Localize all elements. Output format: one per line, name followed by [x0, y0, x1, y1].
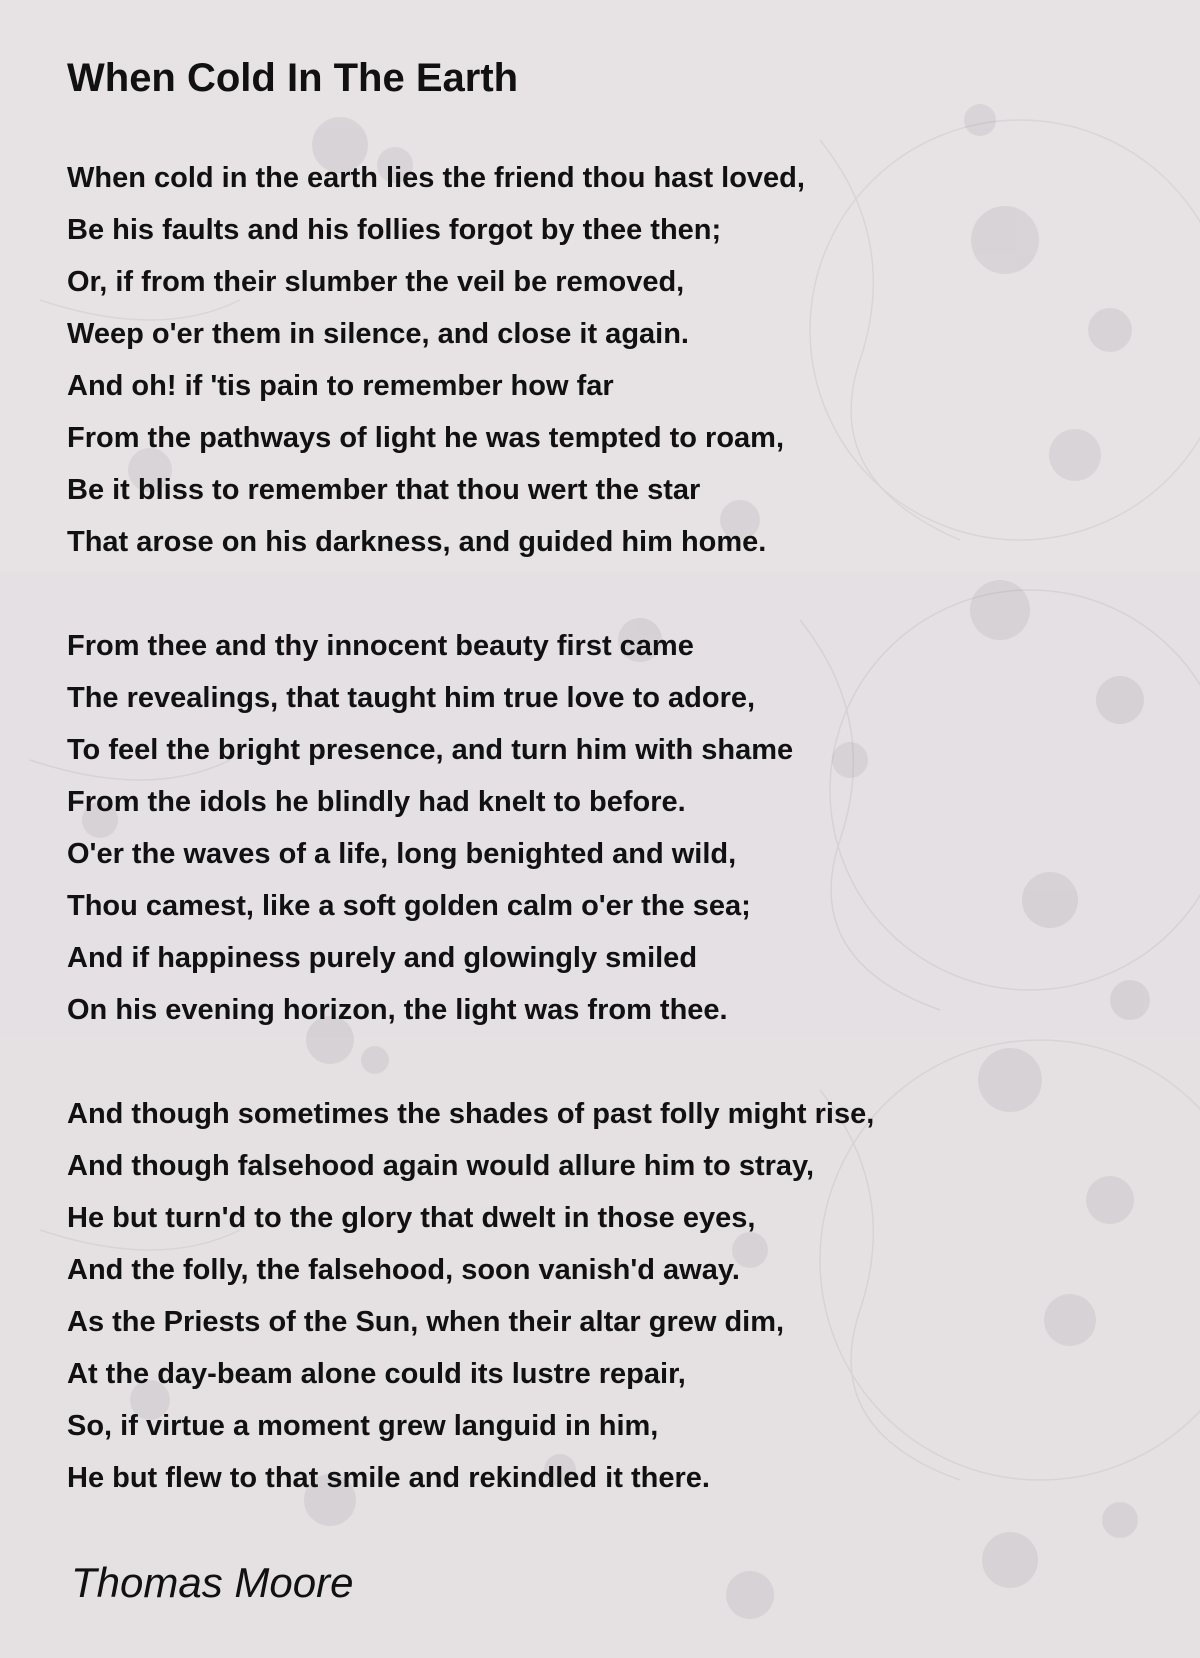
poem-line: When cold in the earth lies the friend thou hast loved, [67, 162, 805, 194]
poem-line: From the pathways of light he was tempted to roam, [67, 422, 785, 454]
poem-author: Thomas Moore [71, 1559, 354, 1606]
poem-line: Thou camest, like a soft golden calm o'er the sea; [67, 890, 751, 922]
poem-line: And though sometimes the shades of past folly might rise, [67, 1098, 875, 1130]
poem-line: And though falsehood again would allure him to stray, [67, 1150, 815, 1182]
poem-line: The revealings, that taught him true love to adore, [67, 682, 756, 714]
stanza-1 [67, 152, 805, 568]
poem-line: On his evening horizon, the light was from thee. [67, 994, 728, 1026]
poem-title: When Cold In The Earth [67, 56, 519, 100]
poem-line: Be his faults and his follies forgot by thee then; [67, 214, 722, 246]
poem-line: So, if virtue a moment grew languid in him, [67, 1410, 659, 1442]
poem-line: Be it bliss to remember that thou wert the star [67, 474, 701, 506]
poem-line: To feel the bright presence, and turn him with shame [67, 734, 794, 766]
poem-line: He but turn'd to the glory that dwelt in those eyes, [67, 1202, 756, 1234]
poem-line: And the folly, the falsehood, soon vanish'd away. [67, 1254, 740, 1286]
poem-line: From the idols he blindly had knelt to before. [67, 786, 686, 818]
stanza-3 [67, 1088, 874, 1504]
stanza-2 [67, 620, 793, 1036]
poem-line: Or, if from their slumber the veil be removed, [67, 266, 685, 298]
poem-line: O'er the waves of a life, long benighted and wild, [67, 838, 737, 870]
poem-line: And oh! if 'tis pain to remember how far [67, 370, 614, 402]
poem-line: From thee and thy innocent beauty first came [67, 630, 694, 662]
poem-line: As the Priests of the Sun, when their altar grew dim, [67, 1306, 785, 1338]
poem-line: That arose on his darkness, and guided him home. [67, 526, 767, 558]
poem-line: And if happiness purely and glowingly smiled [67, 942, 698, 974]
poem-line: He but flew to that smile and rekindled it there. [67, 1462, 710, 1494]
poem-line: At the day-beam alone could its lustre repair, [67, 1358, 686, 1390]
poem-line: Weep o'er them in silence, and close it again. [67, 318, 689, 350]
